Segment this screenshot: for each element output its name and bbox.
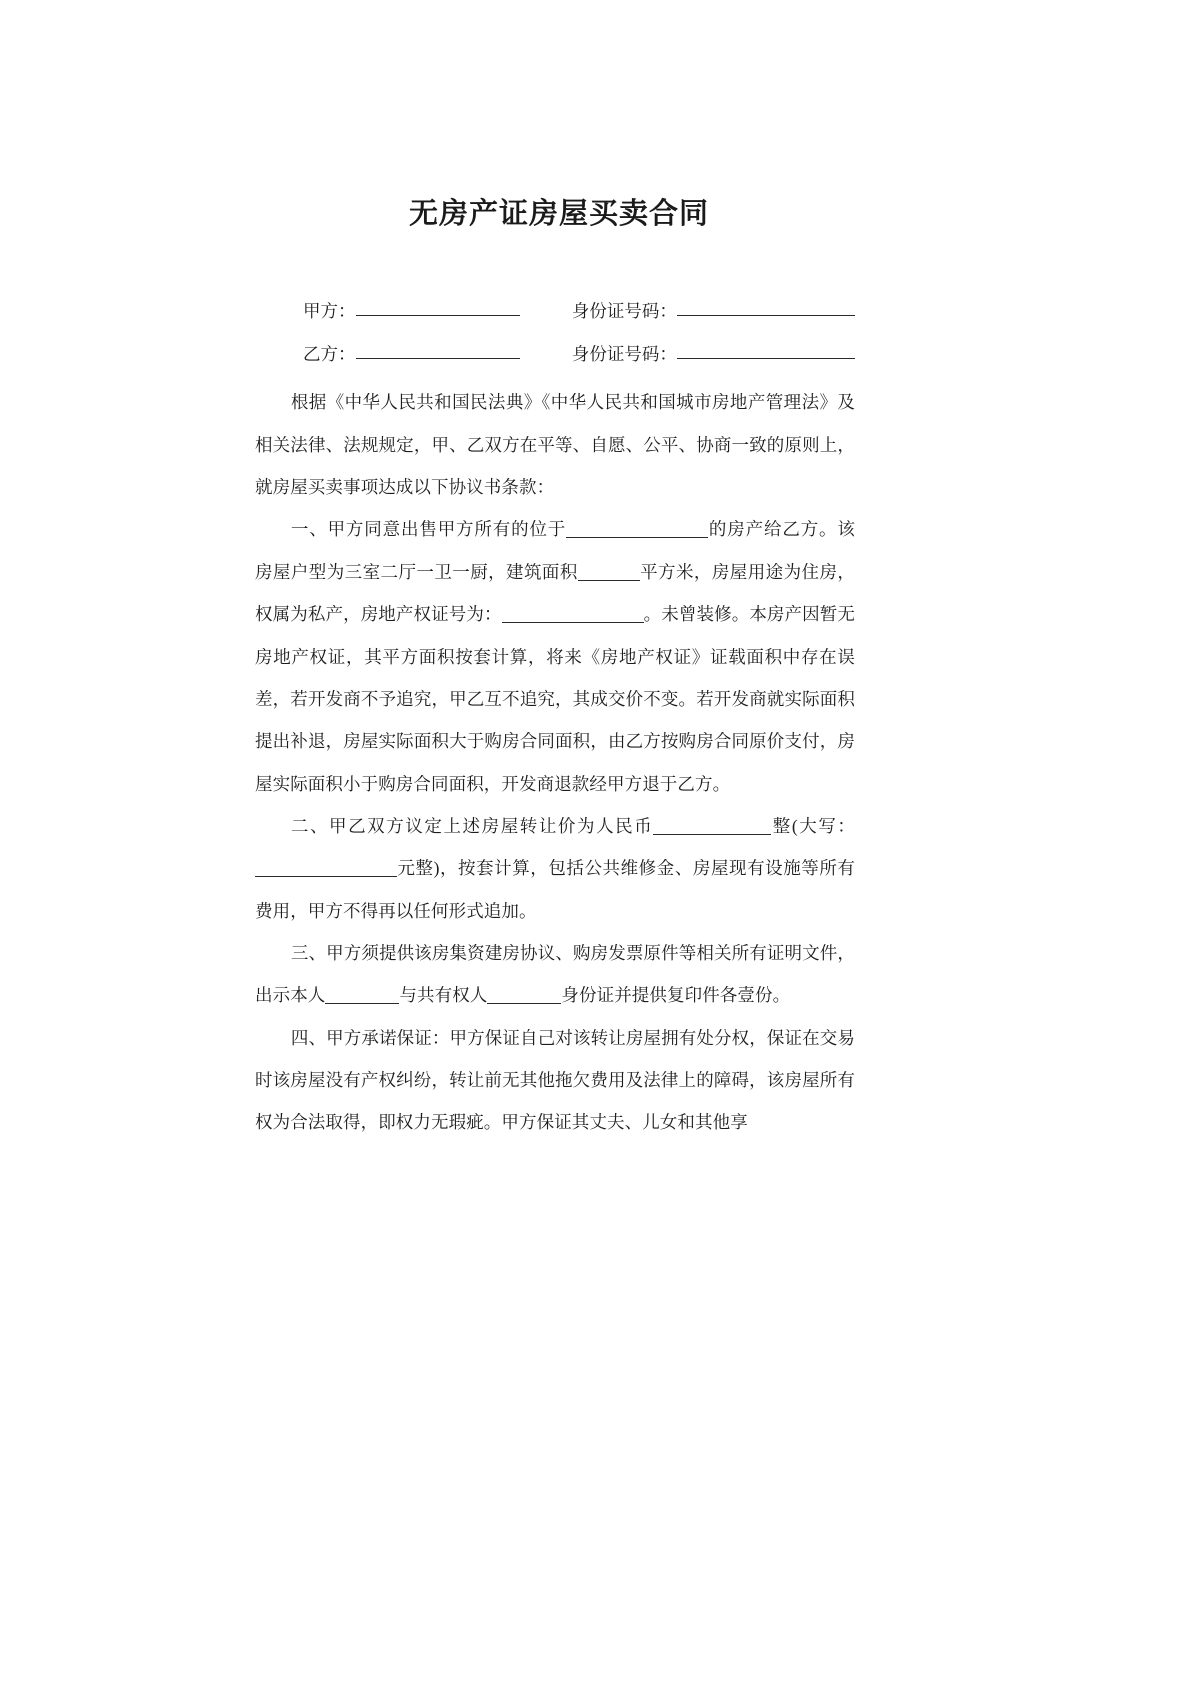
clause-three-text-a: 三、甲方须提供该房集资建房协议、购房发票原件等相关所有证明文件，出示本人 bbox=[255, 942, 855, 1006]
seller-id-label: 身份证号码： bbox=[571, 300, 677, 321]
clause-three-text-b: 与共有权人 bbox=[399, 985, 488, 1006]
buyer-label: 乙方： bbox=[303, 343, 356, 364]
seller-label: 甲方： bbox=[303, 300, 356, 321]
page-title: 无房产证房屋买卖合同 bbox=[408, 198, 709, 230]
clause-one bbox=[255, 508, 855, 804]
seller-id-input[interactable] bbox=[677, 297, 855, 316]
clause-one-text-b: 的房产给乙方。该房屋户型为三室二厅一卫一厨，建筑面积 bbox=[255, 519, 855, 582]
property-address-input[interactable] bbox=[566, 520, 708, 539]
transfer-price-input[interactable] bbox=[653, 816, 771, 835]
party-row-seller bbox=[255, 290, 855, 333]
clause-one-text-a: 一、甲方同意出售甲方所有的位于 bbox=[290, 519, 567, 540]
self-id-input[interactable] bbox=[325, 986, 399, 1005]
co-owner-id-input[interactable] bbox=[487, 986, 561, 1005]
seller-name-input[interactable] bbox=[356, 297, 520, 316]
clause-four: 四、甲方承诺保证：甲方保证自己对该转让房屋拥有处分权，保证在交易时该房屋没有产权纠纷，转让前无其他拖欠费用及法律上的障碍，该房屋所有权为合法取得，即权力无瑕疵。甲方保证其丈夫、儿女和其他享 bbox=[255, 1027, 855, 1133]
buyer-name-input[interactable] bbox=[356, 340, 520, 359]
buyer-id-input[interactable] bbox=[677, 340, 855, 359]
party-row-buyer bbox=[255, 333, 855, 376]
buyer-id-label: 身份证号码： bbox=[571, 343, 677, 364]
clause-two-text-c: 元整)，按套计算，包括公共维修金、房屋现有设施等所有费用，甲方不得再以任何形式追加。 bbox=[255, 858, 855, 921]
party-fields-block bbox=[255, 290, 855, 376]
document-content bbox=[255, 196, 855, 1144]
clause-three-text-c: 身份证并提供复印件各壹份。 bbox=[561, 985, 791, 1006]
clause-one-text-d: 。未曾装修。本房产因暂无房地产权证，其平方面积按套计算，将来《房地产权证》证载面积中存在误差，若开发商不予追究，甲乙互不追究，其成交价不变。若开发商就实际面积提出补退，房屋实际面积大于购房合同面积，由乙方按购房合同原价支付，房屋实际面积小于购房合同面积，开发商退款经甲方退于乙方。 bbox=[255, 604, 855, 794]
building-area-input[interactable] bbox=[578, 562, 640, 581]
clause-three bbox=[255, 932, 855, 1017]
clause-two-text-a: 二、甲乙双方议定上述房屋转让价为人民币 bbox=[290, 815, 654, 836]
preamble-paragraph: 根据《中华人民共和国民法典》《中华人民共和国城市房地产管理法》及相关法律、法规规定，甲、乙双方在平等、自愿、公平、协商一致的原则上，就房屋买卖事项达成以下协议书条款： bbox=[255, 392, 855, 498]
transfer-price-uppercase-input[interactable] bbox=[255, 859, 397, 878]
property-certificate-number-input[interactable] bbox=[502, 604, 644, 623]
clause-two bbox=[255, 805, 855, 932]
clause-one-text-c: 平方米，房屋用途为住房，权属为私产，房地产权证号为： bbox=[255, 561, 855, 625]
clause-two-text-b: 整(大写： bbox=[771, 815, 855, 836]
